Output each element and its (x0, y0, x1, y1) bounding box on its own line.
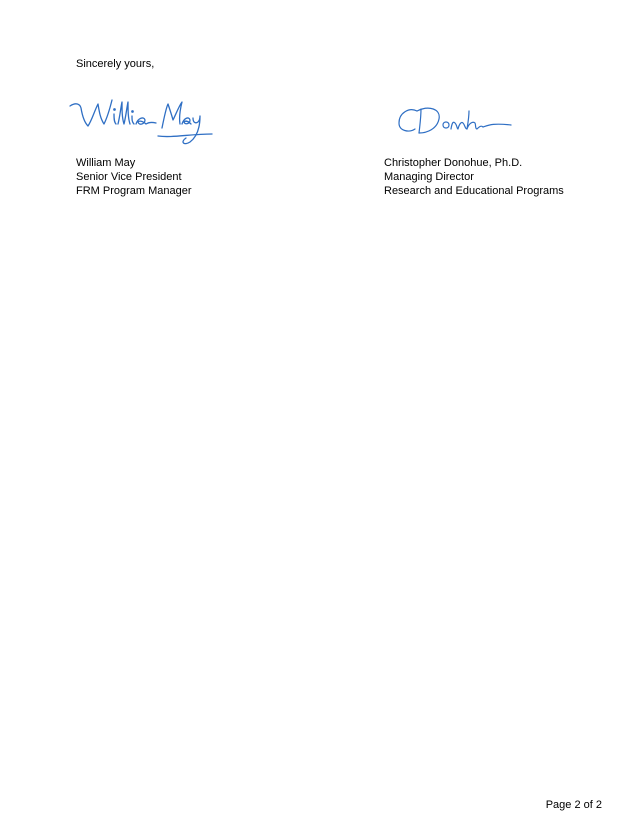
signer-title: Managing Director (384, 171, 474, 183)
signer-role: Research and Educational Programs (384, 185, 564, 197)
signer-name: Christopher Donohue, Ph.D. (384, 157, 523, 169)
signer-role: FRM Program Manager (76, 185, 192, 197)
page-number: Page 2 of 2 (545, 799, 602, 811)
signer-block-left (76, 156, 192, 198)
signer-title: Senior Vice President (76, 171, 182, 183)
signer-name: William May (76, 157, 136, 169)
signer-block-right (384, 156, 564, 198)
christopher-donohue-signature (395, 103, 515, 139)
closing-line: Sincerely yours, (76, 58, 155, 70)
william-may-signature (66, 92, 216, 152)
